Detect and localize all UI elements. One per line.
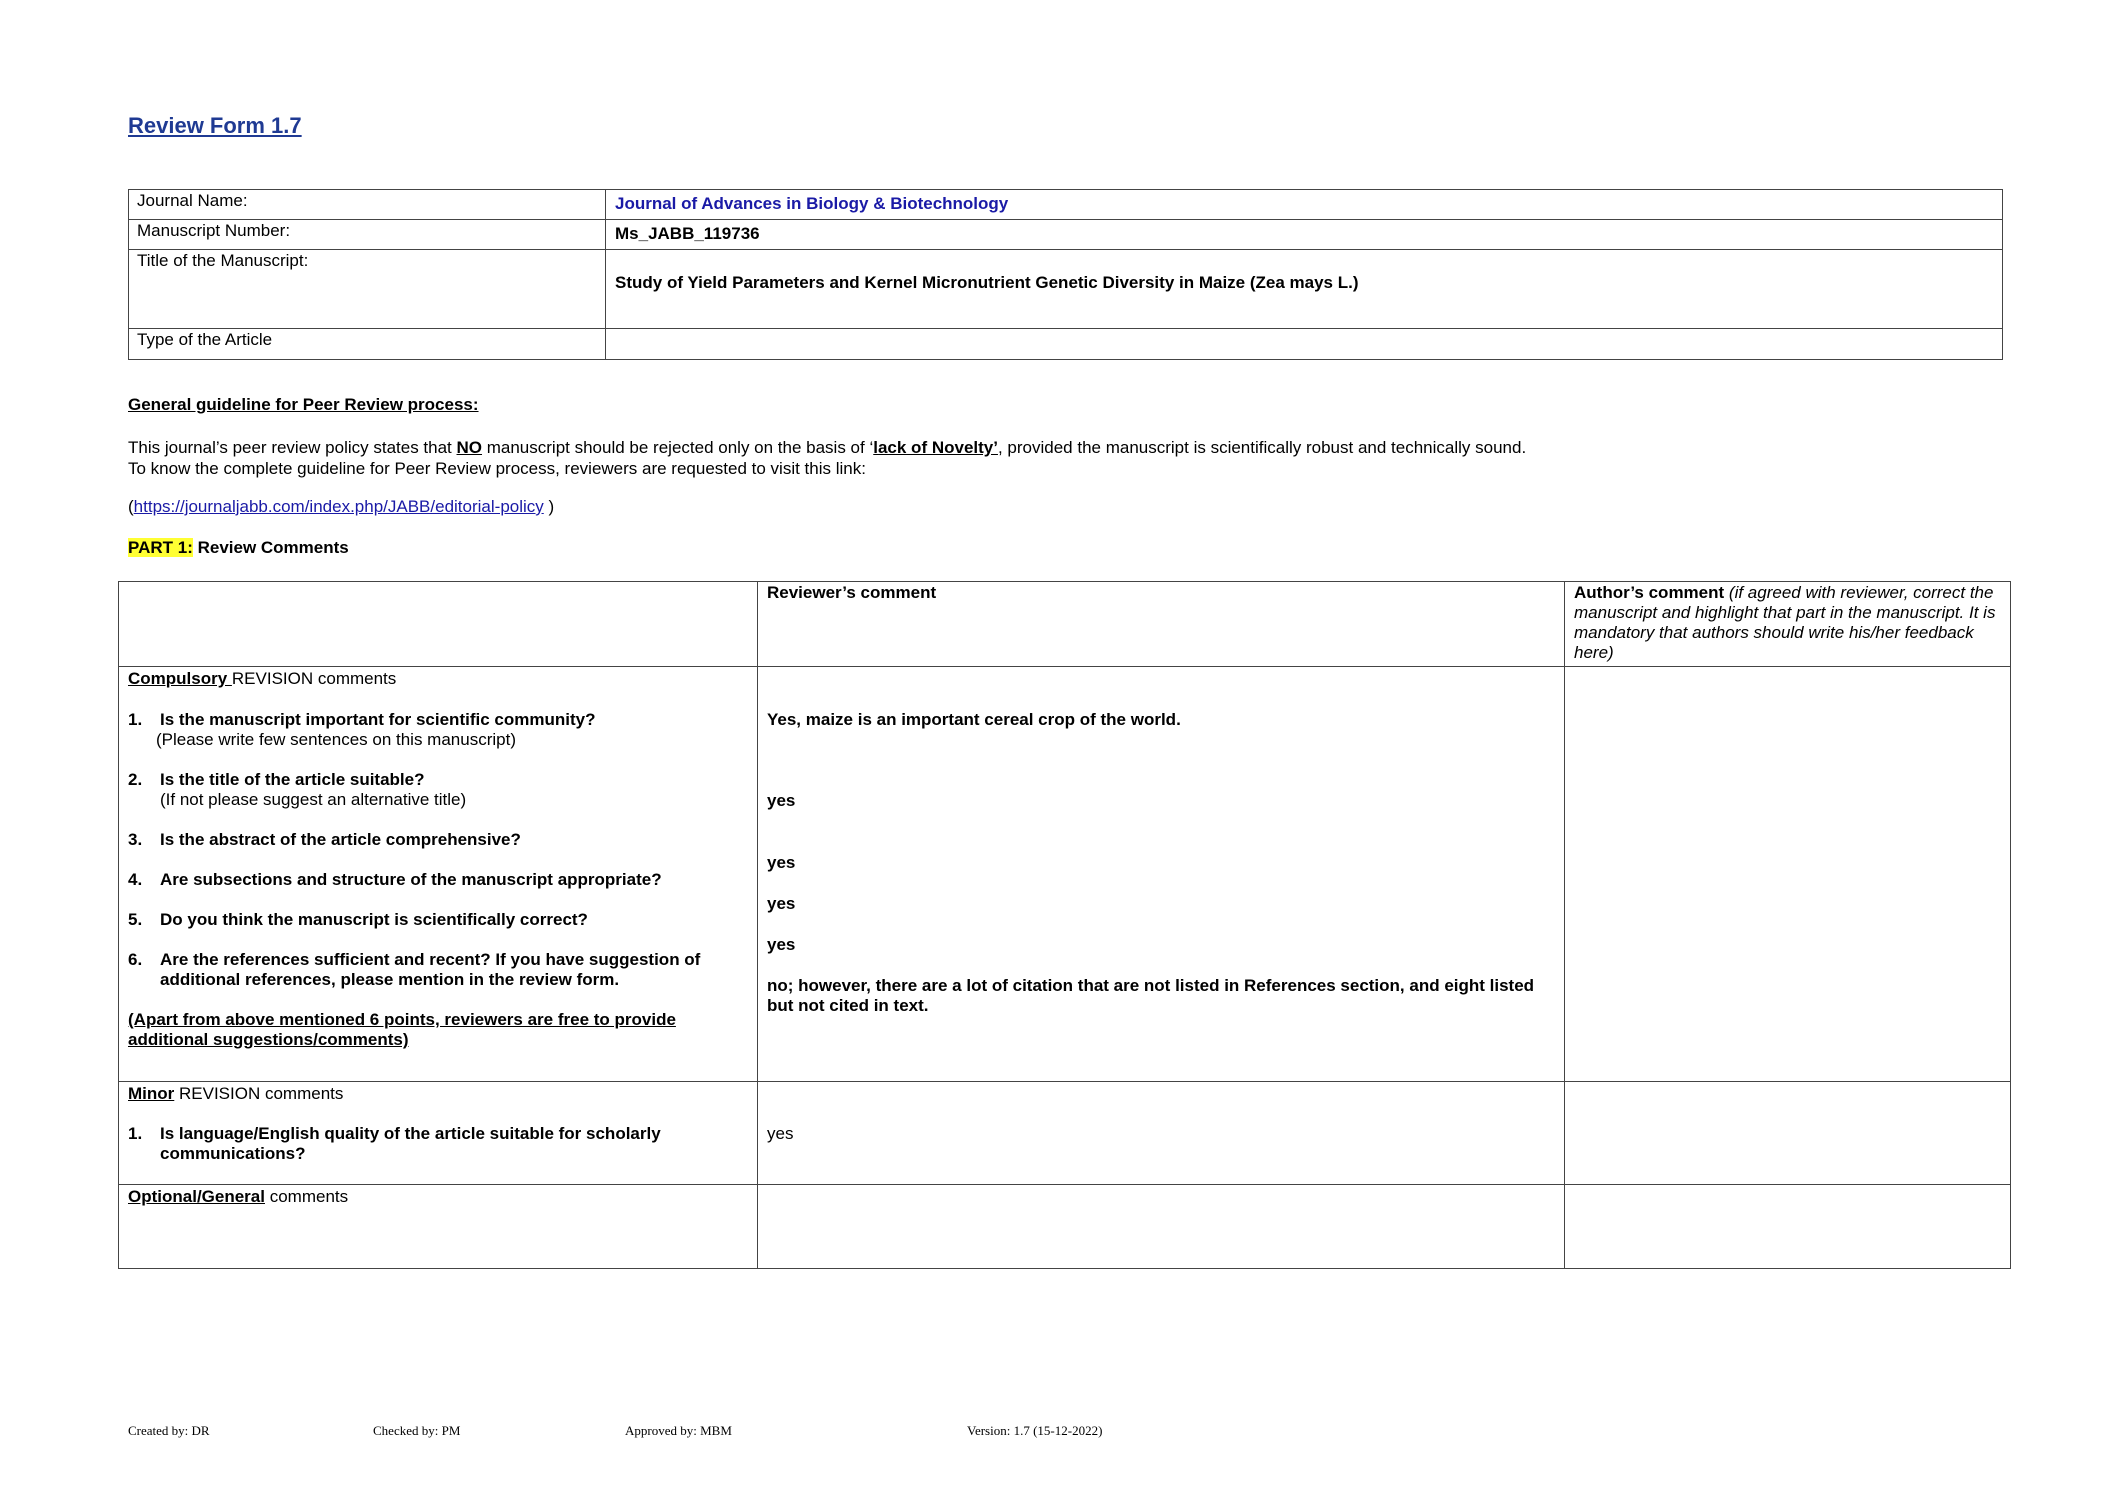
answer-4: yes <box>767 894 796 913</box>
compulsory-answers-cell[interactable] <box>758 667 1565 1082</box>
link-close-paren: ) <box>543 497 555 516</box>
reviewer-comment-header <box>758 582 1565 667</box>
review-header-row <box>119 582 2011 667</box>
question-2 <box>128 770 748 810</box>
manuscript-info-table <box>128 189 2003 360</box>
question-5 <box>128 910 748 930</box>
optional-label <box>128 1187 748 1207</box>
additional-suggestions-note: (Apart from above mentioned 6 points, reviewers are free to provide additional suggestions/comments) <box>128 1010 676 1049</box>
minor-author-cell[interactable] <box>1565 1082 2011 1185</box>
form-title: Review Form 1.7 <box>128 113 302 138</box>
compulsory-author-cell[interactable] <box>1565 667 2011 1082</box>
policy-text-b: manuscript should be rejected only on the basis of ‘ <box>482 438 874 457</box>
review-comments-table <box>118 581 2011 1269</box>
optional-reviewer-cell[interactable] <box>758 1185 1565 1269</box>
footer-checked-by: Checked by: PM <box>373 1423 461 1438</box>
manuscript-title-row <box>129 250 2003 329</box>
compulsory-label-bold: Compulsory <box>128 669 232 688</box>
question-text: Is the title of the article suitable? <box>160 770 425 789</box>
journal-label: Journal Name: <box>129 190 606 220</box>
question-number: 2. <box>128 770 143 789</box>
optional-label-bold: Optional/General <box>128 1187 265 1206</box>
question-text: Do you think the manuscript is scientifically correct? <box>160 910 588 929</box>
journal-value: Journal of Advances in Biology & Biotechnology <box>606 190 2003 220</box>
answer-1: Yes, maize is an important cereal crop of the world. <box>767 710 1181 729</box>
author-header-note: (if agreed with reviewer, correct the manuscript and highlight that part in the manuscript. It is mandatory that authors should write his/her feedback here) <box>1574 583 1996 662</box>
answer-2: yes <box>767 791 796 810</box>
answer-3: yes <box>767 853 796 872</box>
minor-revision-row <box>119 1082 2011 1185</box>
compulsory-questions-cell <box>119 667 758 1082</box>
guideline-text <box>128 437 1526 479</box>
manuscript-number-value: Ms_JABB_119736 <box>606 220 2003 250</box>
minor-label-rest: REVISION comments <box>174 1084 344 1103</box>
question-number: 3. <box>128 830 143 849</box>
policy-novelty: lack of Novelty’ <box>873 438 998 457</box>
part-heading <box>128 538 349 558</box>
question-text: Are the references sufficient and recent? If you have suggestion of additional references, please mention in the review form. <box>160 950 701 989</box>
minor-questions-cell <box>119 1082 758 1185</box>
optional-label-rest: comments <box>264 1187 349 1206</box>
question-text: Is the abstract of the article comprehensive? <box>160 830 521 849</box>
question-number: 1. <box>128 1124 143 1143</box>
minor-answer: yes <box>767 1124 794 1143</box>
answer-6: no; however, there are a lot of citation that are not listed in References section, and eight listed but not cited in text. <box>767 976 1535 1015</box>
article-type-label: Type of the Article <box>129 329 606 360</box>
minor-label-bold: Minor <box>128 1084 175 1103</box>
optional-label-cell <box>119 1185 758 1269</box>
journal-row <box>129 190 2003 220</box>
question-text: Are subsections and structure of the manuscript appropriate? <box>160 870 662 889</box>
part-label: PART 1: <box>128 538 193 557</box>
question-4 <box>128 870 748 890</box>
reviewer-header-text: Reviewer’s comment <box>767 583 937 602</box>
compulsory-label <box>128 669 748 689</box>
guideline-policy-line <box>128 437 1526 458</box>
manuscript-number-label: Manuscript Number: <box>129 220 606 250</box>
policy-text-c: , provided the manuscript is scientifically robust and technically sound. <box>997 438 1527 457</box>
question-hint: (Please write few sentences on this manuscript) <box>156 730 516 749</box>
header-empty-cell <box>119 582 758 667</box>
question-3 <box>128 830 748 850</box>
footer-version: Version: 1.7 (15-12-2022) <box>967 1423 1103 1438</box>
question-text: Is language/English quality of the article suitable for scholarly communications? <box>160 1124 661 1163</box>
guideline-link-line <box>128 497 554 517</box>
article-type-row <box>129 329 2003 360</box>
question-text: Is the manuscript important for scientific community? <box>160 710 596 729</box>
minor-question-1 <box>128 1124 748 1164</box>
question-6 <box>128 950 748 990</box>
part-title: Review Comments <box>192 538 349 557</box>
question-number: 4. <box>128 870 143 889</box>
question-number: 5. <box>128 910 143 929</box>
guideline-link-intro: To know the complete guideline for Peer Review process, reviewers are requested to visit this link: <box>128 459 866 478</box>
author-comment-header <box>1565 582 2011 667</box>
guideline-heading: General guideline for Peer Review process: <box>128 395 479 414</box>
question-hint: (If not please suggest an alternative title) <box>160 790 467 809</box>
question-number: 6. <box>128 950 143 969</box>
optional-comments-row <box>119 1185 2011 1269</box>
link-open-paren: ( <box>128 497 134 516</box>
author-header-bold: Author’s comment <box>1574 583 1725 602</box>
question-1 <box>128 710 748 750</box>
answer-5: yes <box>767 935 796 954</box>
minor-answer-cell[interactable] <box>758 1082 1565 1185</box>
footer-approved-by: Approved by: MBM <box>625 1423 732 1438</box>
policy-no: NO <box>456 438 483 457</box>
editorial-policy-link[interactable]: https://journaljabb.com/index.php/JABB/editorial-policy <box>133 497 544 516</box>
compulsory-revision-row <box>119 667 2011 1082</box>
optional-author-cell[interactable] <box>1565 1185 2011 1269</box>
manuscript-title-label: Title of the Manuscript: <box>129 250 606 329</box>
policy-text-a: This journal’s peer review policy states that <box>128 438 457 457</box>
compulsory-label-rest: REVISION comments <box>231 669 397 688</box>
manuscript-title-value: Study of Yield Parameters and Kernel Micronutrient Genetic Diversity in Maize (Zea mays L.) <box>606 250 2003 329</box>
question-number: 1. <box>128 710 143 729</box>
manuscript-number-row <box>129 220 2003 250</box>
footer-created-by: Created by: DR <box>128 1423 210 1438</box>
minor-label <box>128 1084 748 1104</box>
article-type-value[interactable] <box>606 329 2003 360</box>
